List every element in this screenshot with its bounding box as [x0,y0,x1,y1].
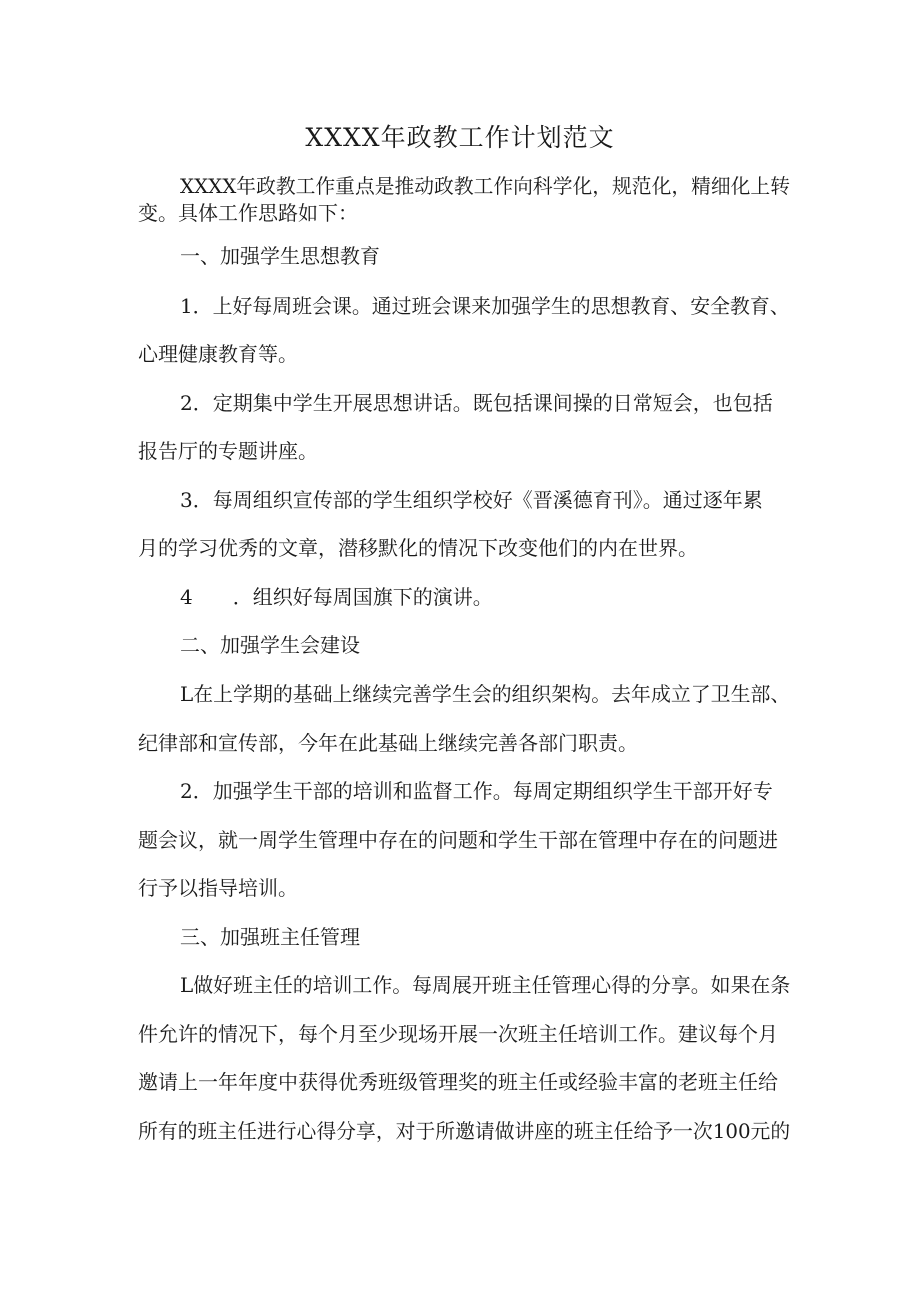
paragraph-line: 4 ．组织好每周国旗下的演讲。 [180,585,493,609]
paragraph-line: L在上学期的基础上继续完善学生会的组织架构。去年成立了卫生部、 [180,682,791,706]
document-title: XXXX年政教工作计划范文 [305,123,615,152]
paragraph-line: 3．每周组织宣传部的学生组织学校好《晋溪德育刊》。通过逐年累 [180,488,763,512]
paragraph-line: 题会议，就一周学生管理中存在的问题和学生干部在管理中存在的问题进 [138,828,778,852]
paragraph-line: 行予以指导培训。 [138,876,298,900]
paragraph-line: 件允许的情况下，每个月至少现场开展一次班主任培训工作。建议每个月 [138,1022,778,1046]
paragraph-line: 变。具体工作思路如下： [138,201,358,225]
paragraph-line: 1．上好每周班会课。通过班会课来加强学生的思想教育、安全教育、 [180,294,790,318]
section-heading-3: 三、加强班主任管理 [180,925,360,949]
paragraph-line: 2．加强学生干部的培训和监督工作。每周定期组织学生干部开好专 [180,779,773,803]
paragraph-line: 邀请上一年年度中获得优秀班级管理奖的班主任或经验丰富的老班主任给 [138,1070,778,1094]
paragraph-line: 月的学习优秀的文章，潜移默化的情况下改变他们的内在世界。 [138,536,698,560]
paragraph-line: XXXX年政教工作重点是推动政教工作向科学化，规范化，精细化上转 [180,174,790,198]
paragraph-line: 报告厅的专题讲座。 [138,439,318,463]
paragraph-line: L做好班主任的培训工作。每周展开班主任管理心得的分享。如果在条 [180,973,791,997]
paragraph-line: 心理健康教育等。 [138,342,298,366]
paragraph-line: 所有的班主任进行心得分享，对于所邀请做讲座的班主任给予一次100元的 [138,1119,791,1143]
section-heading-2: 二、加强学生会建设 [180,633,360,657]
paragraph-line: 2．定期集中学生开展思想讲话。既包括课间操的日常短会，也包括 [180,391,773,415]
paragraph-line: 纪律部和宣传部，今年在此基础上继续完善各部门职责。 [138,731,638,755]
section-heading-1: 一、加强学生思想教育 [180,244,380,268]
